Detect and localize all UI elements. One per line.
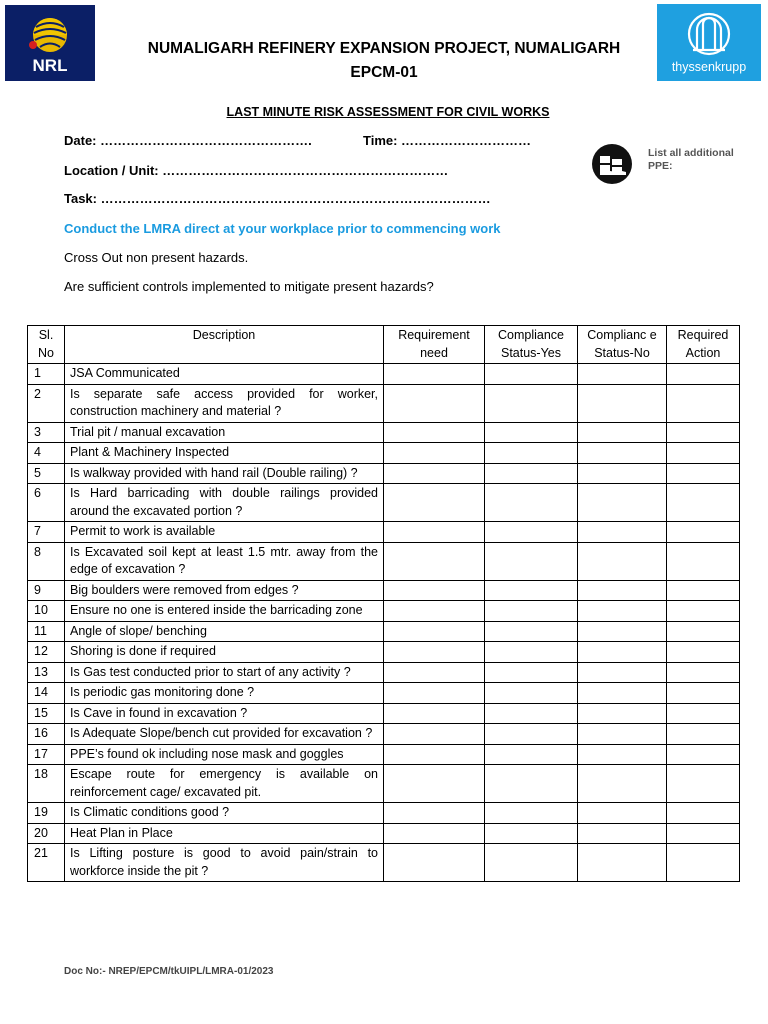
required-action-cell[interactable] [667, 522, 740, 543]
compliance-yes-cell[interactable] [485, 364, 578, 385]
requirement-need-cell[interactable] [384, 364, 485, 385]
row-number: 12 [28, 642, 65, 663]
row-description: Big boulders were removed from edges ? [65, 580, 384, 601]
compliance-no-cell[interactable] [578, 844, 667, 882]
header-compliance-no: Complianc e Status-No [578, 326, 667, 364]
table-row [28, 601, 740, 622]
lmra-instruction: Conduct the LMRA direct at your workplace prior to commencing work [64, 221, 501, 236]
row-description: Is Excavated soil kept at least 1.5 mtr. away from the edge of excavation ? [65, 542, 384, 580]
compliance-yes-cell[interactable] [485, 662, 578, 683]
thyssenkrupp-logo-text: thyssenkrupp [671, 60, 747, 74]
row-number: 18 [28, 765, 65, 803]
compliance-no-cell[interactable] [578, 422, 667, 443]
compliance-no-cell[interactable] [578, 744, 667, 765]
requirement-need-cell[interactable] [384, 803, 485, 824]
requirement-need-cell[interactable] [384, 463, 485, 484]
row-description: Escape route for emergency is available on reinforcement cage/ excavated pit. [65, 765, 384, 803]
requirement-need-cell[interactable] [384, 443, 485, 464]
requirement-need-cell[interactable] [384, 683, 485, 704]
compliance-yes-cell[interactable] [485, 601, 578, 622]
required-action-cell[interactable] [667, 765, 740, 803]
row-number: 9 [28, 580, 65, 601]
compliance-no-cell[interactable] [578, 580, 667, 601]
row-description: Permit to work is available [65, 522, 384, 543]
compliance-yes-cell[interactable] [485, 443, 578, 464]
row-number: 11 [28, 621, 65, 642]
compliance-no-cell[interactable] [578, 601, 667, 622]
table-row [28, 724, 740, 745]
required-action-cell[interactable] [667, 642, 740, 663]
compliance-no-cell[interactable] [578, 384, 667, 422]
row-description: Trial pit / manual excavation [65, 422, 384, 443]
header-description: Description [65, 326, 384, 364]
row-description: Ensure no one is entered inside the barricading zone [65, 601, 384, 622]
table-row [28, 683, 740, 704]
requirement-need-cell[interactable] [384, 422, 485, 443]
compliance-yes-cell[interactable] [485, 580, 578, 601]
requirement-need-cell[interactable] [384, 621, 485, 642]
row-description: Is Gas test conducted prior to start of any activity ? [65, 662, 384, 683]
risk-assessment-table [27, 325, 740, 882]
compliance-yes-cell[interactable] [485, 642, 578, 663]
table-row [28, 703, 740, 724]
project-title: NUMALIGARH REFINERY EXPANSION PROJECT, NUMALIGARH [147, 40, 621, 57]
row-number: 4 [28, 443, 65, 464]
nrl-logo-text: NRL [32, 56, 68, 75]
required-action-cell[interactable] [667, 724, 740, 745]
compliance-no-cell[interactable] [578, 621, 667, 642]
required-action-cell[interactable] [667, 364, 740, 385]
compliance-no-cell[interactable] [578, 823, 667, 844]
compliance-yes-cell[interactable] [485, 703, 578, 724]
table-row [28, 823, 740, 844]
compliance-no-cell[interactable] [578, 803, 667, 824]
row-description: Heat Plan in Place [65, 823, 384, 844]
table-row [28, 422, 740, 443]
required-action-cell[interactable] [667, 580, 740, 601]
row-description: Angle of slope/ benching [65, 621, 384, 642]
compliance-no-cell[interactable] [578, 443, 667, 464]
requirement-need-cell[interactable] [384, 522, 485, 543]
compliance-yes-cell[interactable] [485, 803, 578, 824]
requirement-need-cell[interactable] [384, 384, 485, 422]
compliance-yes-cell[interactable] [485, 542, 578, 580]
required-action-cell[interactable] [667, 823, 740, 844]
table-row [28, 384, 740, 422]
header-sl-no: Sl. No [28, 326, 65, 364]
required-action-cell[interactable] [667, 803, 740, 824]
row-number: 7 [28, 522, 65, 543]
compliance-no-cell[interactable] [578, 364, 667, 385]
requirement-need-cell[interactable] [384, 703, 485, 724]
compliance-yes-cell[interactable] [485, 744, 578, 765]
compliance-yes-cell[interactable] [485, 422, 578, 443]
row-number: 1 [28, 364, 65, 385]
table-row [28, 484, 740, 522]
compliance-no-cell[interactable] [578, 662, 667, 683]
required-action-cell[interactable] [667, 384, 740, 422]
compliance-no-cell[interactable] [578, 765, 667, 803]
compliance-no-cell[interactable] [578, 522, 667, 543]
compliance-yes-cell[interactable] [485, 724, 578, 745]
requirement-need-cell[interactable] [384, 601, 485, 622]
requirement-need-cell[interactable] [384, 542, 485, 580]
table-row [28, 844, 740, 882]
row-description: JSA Communicated [65, 364, 384, 385]
requirement-need-cell[interactable] [384, 765, 485, 803]
form-title: LAST MINUTE RISK ASSESSMENT FOR CIVIL WORKS [226, 105, 550, 119]
compliance-yes-cell[interactable] [485, 765, 578, 803]
row-number: 15 [28, 703, 65, 724]
requirement-need-cell[interactable] [384, 744, 485, 765]
compliance-no-cell[interactable] [578, 484, 667, 522]
table-row [28, 443, 740, 464]
required-action-cell[interactable] [667, 662, 740, 683]
row-number: 3 [28, 422, 65, 443]
table-row [28, 642, 740, 663]
table-row [28, 522, 740, 543]
date-field[interactable]: Date: …………………………………………. [64, 133, 312, 148]
requirement-need-cell[interactable] [384, 642, 485, 663]
required-action-cell[interactable] [667, 683, 740, 704]
row-number: 2 [28, 384, 65, 422]
row-number: 13 [28, 662, 65, 683]
required-action-cell[interactable] [667, 621, 740, 642]
compliance-yes-cell[interactable] [485, 683, 578, 704]
header-required-action: Required Action [667, 326, 740, 364]
compliance-no-cell[interactable] [578, 542, 667, 580]
row-description: Is Climatic conditions good ? [65, 803, 384, 824]
time-field[interactable]: Time: ………………………… [363, 133, 532, 148]
table-row [28, 662, 740, 683]
row-number: 20 [28, 823, 65, 844]
row-number: 14 [28, 683, 65, 704]
compliance-yes-cell[interactable] [485, 823, 578, 844]
required-action-cell[interactable] [667, 422, 740, 443]
row-description: Is periodic gas monitoring done ? [65, 683, 384, 704]
row-description: Is walkway provided with hand rail (Double railing) ? [65, 463, 384, 484]
contract-code: EPCM-01 [350, 64, 418, 81]
row-description: Is Hard barricading with double railings provided around the excavated portion ? [65, 484, 384, 522]
table-row [28, 580, 740, 601]
row-description: Is Adequate Slope/bench cut provided for excavation ? [65, 724, 384, 745]
row-description: Plant & Machinery Inspected [65, 443, 384, 464]
row-number: 10 [28, 601, 65, 622]
row-description: PPE’s found ok including nose mask and goggles [65, 744, 384, 765]
header-compliance-yes: Compliance Status-Yes [485, 326, 578, 364]
compliance-yes-cell[interactable] [485, 463, 578, 484]
controls-question: Are sufficient controls implemented to mitigate present hazards? [64, 279, 434, 294]
row-description: Shoring is done if required [65, 642, 384, 663]
required-action-cell[interactable] [667, 703, 740, 724]
row-description: Is separate safe access provided for worker, construction machinery and material ? [65, 384, 384, 422]
table-row [28, 621, 740, 642]
row-description: Is Lifting posture is good to avoid pain/strain to workforce inside the pit ? [65, 844, 384, 882]
row-description: Is Cave in found in excavation ? [65, 703, 384, 724]
required-action-cell[interactable] [667, 463, 740, 484]
header-requirement-need: Requirement need [384, 326, 485, 364]
requirement-need-cell[interactable] [384, 484, 485, 522]
row-number: 19 [28, 803, 65, 824]
required-action-cell[interactable] [667, 443, 740, 464]
row-number: 6 [28, 484, 65, 522]
additional-ppe-note: List all additional PPE: [648, 147, 734, 172]
compliance-no-cell[interactable] [578, 642, 667, 663]
table-row [28, 765, 740, 803]
compliance-yes-cell[interactable] [485, 844, 578, 882]
compliance-no-cell[interactable] [578, 683, 667, 704]
row-number: 17 [28, 744, 65, 765]
required-action-cell[interactable] [667, 844, 740, 882]
document-number: Doc No:- NREP/EPCM/tkUIPL/LMRA-01/2023 [64, 966, 274, 977]
row-number: 21 [28, 844, 65, 882]
required-action-cell[interactable] [667, 601, 740, 622]
row-number: 16 [28, 724, 65, 745]
compliance-no-cell[interactable] [578, 703, 667, 724]
requirement-need-cell[interactable] [384, 823, 485, 844]
required-action-cell[interactable] [667, 484, 740, 522]
table-row [28, 542, 740, 580]
required-action-cell[interactable] [667, 542, 740, 580]
location-unit-field[interactable]: Location / Unit: ………………………………………………………… [64, 163, 449, 178]
table-row [28, 744, 740, 765]
requirement-need-cell[interactable] [384, 662, 485, 683]
table-row [28, 364, 740, 385]
row-number: 5 [28, 463, 65, 484]
table-row [28, 803, 740, 824]
compliance-yes-cell[interactable] [485, 621, 578, 642]
compliance-no-cell[interactable] [578, 724, 667, 745]
requirement-need-cell[interactable] [384, 580, 485, 601]
compliance-yes-cell[interactable] [485, 384, 578, 422]
compliance-no-cell[interactable] [578, 463, 667, 484]
ppe-boots-icon [590, 143, 634, 185]
required-action-cell[interactable] [667, 744, 740, 765]
compliance-yes-cell[interactable] [485, 484, 578, 522]
row-number: 8 [28, 542, 65, 580]
requirement-need-cell[interactable] [384, 724, 485, 745]
table-row [28, 463, 740, 484]
requirement-need-cell[interactable] [384, 844, 485, 882]
cross-out-instruction: Cross Out non present hazards. [64, 250, 249, 265]
compliance-yes-cell[interactable] [485, 522, 578, 543]
task-field[interactable]: Task: ……………………………………………………………………………… [64, 191, 491, 206]
